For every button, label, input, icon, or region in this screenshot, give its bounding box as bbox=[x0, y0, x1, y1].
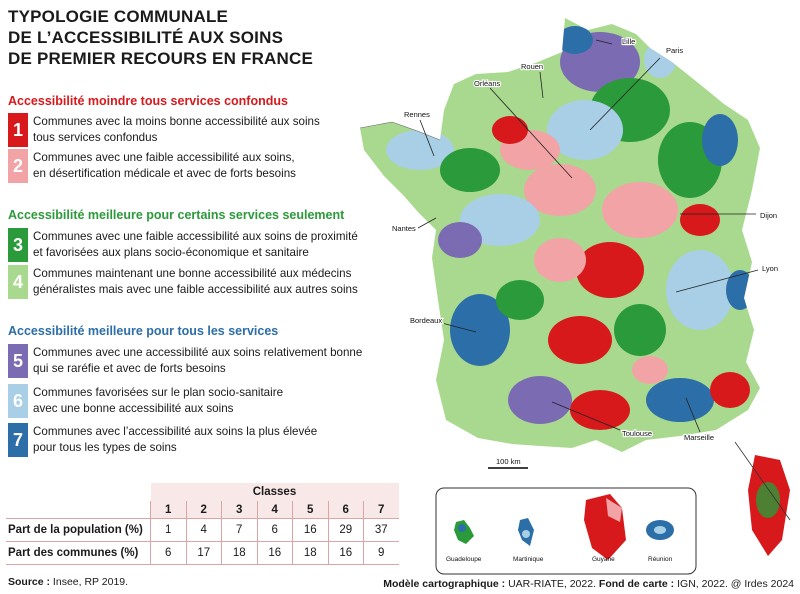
legend-class-5 bbox=[8, 344, 398, 380]
table-cell: 37 bbox=[364, 519, 399, 542]
source-note: Source : Insee, RP 2019. bbox=[8, 576, 129, 588]
city-lille: Lille bbox=[622, 37, 636, 46]
table-column-header: 7 bbox=[364, 501, 399, 519]
class-badge: 1 bbox=[8, 113, 28, 147]
table-cell: 7 bbox=[222, 519, 258, 542]
legend-group-3: Accessibilité meilleure pour tous les services bbox=[8, 324, 279, 338]
table-column-header: 5 bbox=[293, 501, 329, 519]
table-row-label: Part des communes (%) bbox=[6, 542, 151, 565]
table-cell: 16 bbox=[293, 519, 329, 542]
city-bordeaux: Bordeaux bbox=[410, 316, 443, 325]
scale-label: 100 km bbox=[496, 457, 521, 466]
table-header: Classes bbox=[151, 483, 399, 501]
legend-class-6 bbox=[8, 384, 398, 420]
table-column-header: 6 bbox=[328, 501, 364, 519]
legend-class-2 bbox=[8, 149, 398, 185]
table-row bbox=[6, 519, 399, 542]
title-line-1: TYPOLOGIE COMMUNALE bbox=[8, 7, 229, 26]
map-title bbox=[8, 6, 313, 69]
class-description: Communes avec l’accessibilité aux soins la plus élevée pour tous les types de soins bbox=[33, 425, 318, 454]
class-badge: 7 bbox=[8, 423, 28, 457]
table-column-header: 3 bbox=[222, 501, 258, 519]
city-dijon: Dijon bbox=[760, 211, 778, 220]
class-description: Communes avec la moins bonne accessibilité aux soins tous services confondus bbox=[33, 115, 320, 144]
class-share-table bbox=[6, 483, 399, 565]
table-cell: 18 bbox=[293, 542, 329, 565]
inset-guyane: Guyane bbox=[592, 556, 615, 563]
city-toulouse: Toulouse bbox=[622, 429, 653, 438]
france-map bbox=[392, 0, 800, 594]
overseas-territories bbox=[454, 494, 674, 560]
title-line-3: DE PREMIER RECOURS EN FRANCE bbox=[8, 49, 314, 68]
city-orleans: Orléans bbox=[474, 79, 501, 88]
class-description: Communes avec une faible accessibilité aux soins, en désertification médicale et avec de forts besoins bbox=[33, 151, 296, 180]
class-badge: 6 bbox=[8, 384, 28, 418]
table-cell: 29 bbox=[328, 519, 364, 542]
class-badge: 2 bbox=[8, 149, 28, 183]
table-cell: 1 bbox=[151, 519, 187, 542]
table-column-header: 4 bbox=[257, 501, 293, 519]
class-badge: 5 bbox=[8, 344, 28, 378]
table-cell: 17 bbox=[186, 542, 222, 565]
table-row-label: Part de la population (%) bbox=[6, 519, 151, 542]
table-cell: 9 bbox=[364, 542, 399, 565]
city-rennes: Rennes bbox=[404, 110, 430, 119]
city-nantes: Nantes bbox=[392, 224, 416, 233]
inset-guadeloupe: Guadeloupe bbox=[446, 556, 482, 563]
legend-class-7 bbox=[8, 423, 398, 459]
legend-class-3 bbox=[8, 228, 398, 264]
table-cell: 6 bbox=[151, 542, 187, 565]
inset-martinique: Martinique bbox=[513, 556, 544, 563]
table-cell: 16 bbox=[328, 542, 364, 565]
credits-note: Modèle cartographique : UAR-RIATE, 2022. Fond de carte : IGN, 2022. @ Irdes 2024 bbox=[383, 578, 794, 590]
class-description: Communes favorisées sur le plan socio-sanitaire avec une bonne accessibilité aux soins bbox=[33, 386, 284, 415]
class-badge: 3 bbox=[8, 228, 28, 262]
city-marseille: Marseille bbox=[684, 433, 715, 442]
legend-group-2: Accessibilité meilleure pour certains services seulement bbox=[8, 208, 345, 222]
legend-class-4 bbox=[8, 265, 398, 301]
class-description: Communes maintenant une bonne accessibilité aux médecins généralistes mais avec une faible accessibilité aux autres soins bbox=[33, 267, 358, 296]
table-cell: 18 bbox=[222, 542, 258, 565]
table-row bbox=[6, 542, 399, 565]
legend-class-1 bbox=[8, 113, 398, 149]
city-paris: Paris bbox=[666, 46, 684, 55]
legend-group-1: Accessibilité moindre tous services confondus bbox=[8, 94, 288, 108]
table-cell: 16 bbox=[257, 542, 293, 565]
class-description: Communes avec une accessibilité aux soins relativement bonne qui se raréfie et avec de forts besoins bbox=[33, 346, 363, 375]
city-rouen: Rouen bbox=[521, 62, 544, 71]
city-lyon: Lyon bbox=[762, 264, 778, 273]
inset-reunion: Réunion bbox=[648, 556, 673, 563]
table-cell: 6 bbox=[257, 519, 293, 542]
table-cell: 4 bbox=[186, 519, 222, 542]
table-column-header: 1 bbox=[151, 501, 187, 519]
class-description: Communes avec une faible accessibilité aux soins de proximité et favorisées aux plans socio-économique et sanitaire bbox=[33, 230, 358, 259]
class-badge: 4 bbox=[8, 265, 28, 299]
table-column-header: 2 bbox=[186, 501, 222, 519]
title-line-2: DE L’ACCESSIBILITÉ AUX SOINS bbox=[8, 28, 284, 47]
